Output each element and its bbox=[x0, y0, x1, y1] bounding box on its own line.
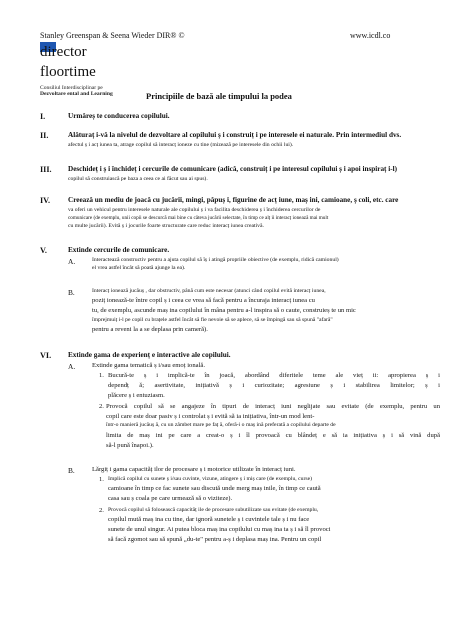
item-letter-b: B. bbox=[68, 466, 75, 475]
section-6 bbox=[40, 351, 440, 621]
item-b-line: tu, de exemplu, ascunde maș ina copilului în mâna pentru a-l inspira să o caute, construieș te un mic bbox=[92, 307, 356, 314]
item-b2-line: Provocă copilul să folosească capacităț ile de procesare subutilizate sau evitate (de exemplu, bbox=[108, 507, 319, 513]
section-number: V. bbox=[40, 246, 47, 255]
section-heading: Extinde gama de experienț e interactive ale copilului. bbox=[68, 351, 231, 359]
section-text: afectul ș i acț iunea ta, atrage copilul să interacț ioneze cu tine (mizează pe interesele din ochii lui). bbox=[68, 142, 294, 148]
section-number: I. bbox=[40, 112, 46, 121]
item-b-line: Interacț ionează jucăuș , dar obstructiv, până cum este necesar (atunci când copilul evită interacț iunea, bbox=[92, 288, 326, 294]
section-heading: Extinde cercurile de comunicare. bbox=[68, 246, 170, 254]
section-heading: Alăturaț i-vă la nivelul de dezvoltare al copilului ș i construiț i pe interesele ei naturale. Prin intermediul dvs. bbox=[68, 131, 402, 139]
logo-subtitle-2: Dezvoltare ental and Learning bbox=[40, 91, 113, 97]
section-number: II. bbox=[40, 131, 49, 140]
section-heading: Deschideț i ș i închideț i cercurile de comunicare (adică, construiț i pe interesul copilului ș i apoi inspiraț i-l) bbox=[68, 165, 398, 173]
item-a2-line: copil care este doar pasiv ș i controlat ș i evită să ia inițiativa, într-un mod lent- bbox=[106, 413, 315, 420]
section-line: va oferi un vehicul pentru interesele naturale ale copilului ș i va facilita deschiderea ș i închiderea cercurilor de bbox=[68, 207, 321, 213]
header-website: www.icdl.co bbox=[350, 31, 391, 40]
item-letter-a: A. bbox=[68, 257, 76, 266]
item-a2-line: Provocă copilul să se angajeze în tipuri de interacț iuni neglijate sau evitate (de exemplu, pentru un bbox=[106, 403, 440, 410]
item-b-heading: Lărgiț i gama capacităț ilor de procesare ș i motorice utilizate în interacț iuni. bbox=[92, 466, 296, 473]
section-line: cu multe jucării). Evită ș i jocurile foarte structurate care reduc interacț iunea creativă. bbox=[68, 223, 264, 229]
logo-floortime: floortime bbox=[40, 64, 96, 80]
item-b1-line: camioane în timp ce fac sunete sau discută unde merg maș inile, în timp ce caută bbox=[108, 485, 321, 492]
item-b1-line: Implică copilul cu sunete ș i/sau cuvinte, vizune, atingere ș i miș care (de exemplu, curse) bbox=[108, 476, 313, 482]
section-number: III. bbox=[40, 165, 52, 174]
item-b2-line: sunete de unul singur. Ai putea bloca maș ina copilului cu maș ina ta ș i să îl provoci bbox=[108, 526, 331, 533]
logo-director: director bbox=[40, 44, 87, 60]
item-b-line: poziț ionează-te între copil ș i ceea ce vrea să facă pentru a încuraja interacț iunea cu bbox=[92, 297, 315, 304]
item-b-line: pentru a reveni la a se deplasa prin cameră). bbox=[92, 326, 208, 333]
item-b1-line: casa sau ș coala pe care urmează să o viziteze). bbox=[108, 495, 233, 502]
section-line: comunicare (de exemplu, unii copii se descurcă mai bine cu câteva jucării selectate, în timp ce alț ii interacț ionează mai mult bbox=[68, 215, 329, 221]
item-a2-line: limita de maș ini pe care a creat-o ș i îl provoacă cu blândeț e să ia inițiativa ș i să vină după bbox=[106, 432, 440, 439]
item-b2-line: să facă zgomot sau să spună „du-te" pentru a-ș i deplasa maș ina. Pentru un copil bbox=[108, 536, 322, 543]
page-title: Principiile de bază ale timpului la podea bbox=[146, 91, 292, 101]
item-a2-line: într-o manieră jucăuș ă, cu un zâmbet mare pe faț ă, oferă-i o maș ină preferată a copilului departe de bbox=[106, 422, 336, 428]
section-5 bbox=[40, 246, 440, 346]
logo-subtitle-1: Consiliul Interdisciplinar pe bbox=[40, 85, 103, 91]
item-a-heading: Extinde gama tematică ș i/sau emoț ională. bbox=[92, 362, 205, 369]
item-a2-number: 2. bbox=[99, 403, 104, 410]
section-number: IV. bbox=[40, 196, 51, 205]
item-a-line: el vrea astfel încât să poată ajunge la ea). bbox=[92, 265, 186, 271]
item-a-line: Interactează constructiv pentru a ajuta copilul să îș i atingă propriile obiective (de exemplu, ridică camionul) bbox=[92, 257, 339, 263]
item-letter-b: B. bbox=[68, 288, 75, 297]
section-heading: Creează un mediu de joacă cu jucării, mingi, păpuș i, figurine de acț iune, maș ini, camioane, ș coli, etc. care bbox=[68, 196, 399, 204]
item-a2-line: să-l pună înapoi.). bbox=[106, 442, 154, 449]
section-4 bbox=[40, 196, 440, 236]
item-letter-a: A. bbox=[68, 362, 76, 371]
section-1 bbox=[40, 112, 440, 126]
item-a1-line: Bucură-te ș i implică-te în joacă, abordând diferitele teme ale vieț ii: apropierea ș i bbox=[108, 372, 440, 379]
item-a1-line: plăcere ș i entuziasm. bbox=[108, 392, 165, 399]
item-b-line: împrejmuiț i-l pe copil cu brațele astfel încât să fie nevoie să se aplece, să se împingă sau să spună "afară" bbox=[92, 317, 333, 323]
item-b1-number: 1. bbox=[99, 476, 104, 483]
section-2 bbox=[40, 131, 440, 155]
item-a1-number: 1. bbox=[99, 372, 104, 379]
section-text: copilul să construiască pe baza a ceea ce ai făcut sau ai spus). bbox=[68, 176, 208, 182]
section-3 bbox=[40, 165, 440, 189]
section-number: VI. bbox=[40, 351, 52, 360]
header-authors: Stanley Greenspan & Seena Wieder DIR® © bbox=[40, 31, 185, 40]
item-b2-line: copilul mută maș ina cu tine, dar ignoră sunetele ș i cuvintele tale ș i nu face bbox=[108, 516, 310, 523]
item-b2-number: 2. bbox=[99, 507, 104, 514]
section-heading: Urmăreș te conducerea copilului. bbox=[68, 112, 170, 120]
item-a1-line: dependț ă; asertivitate, inițiativă ș i curiozitate; agresiune ș i stabilirea limitelor; ș i bbox=[108, 382, 440, 389]
